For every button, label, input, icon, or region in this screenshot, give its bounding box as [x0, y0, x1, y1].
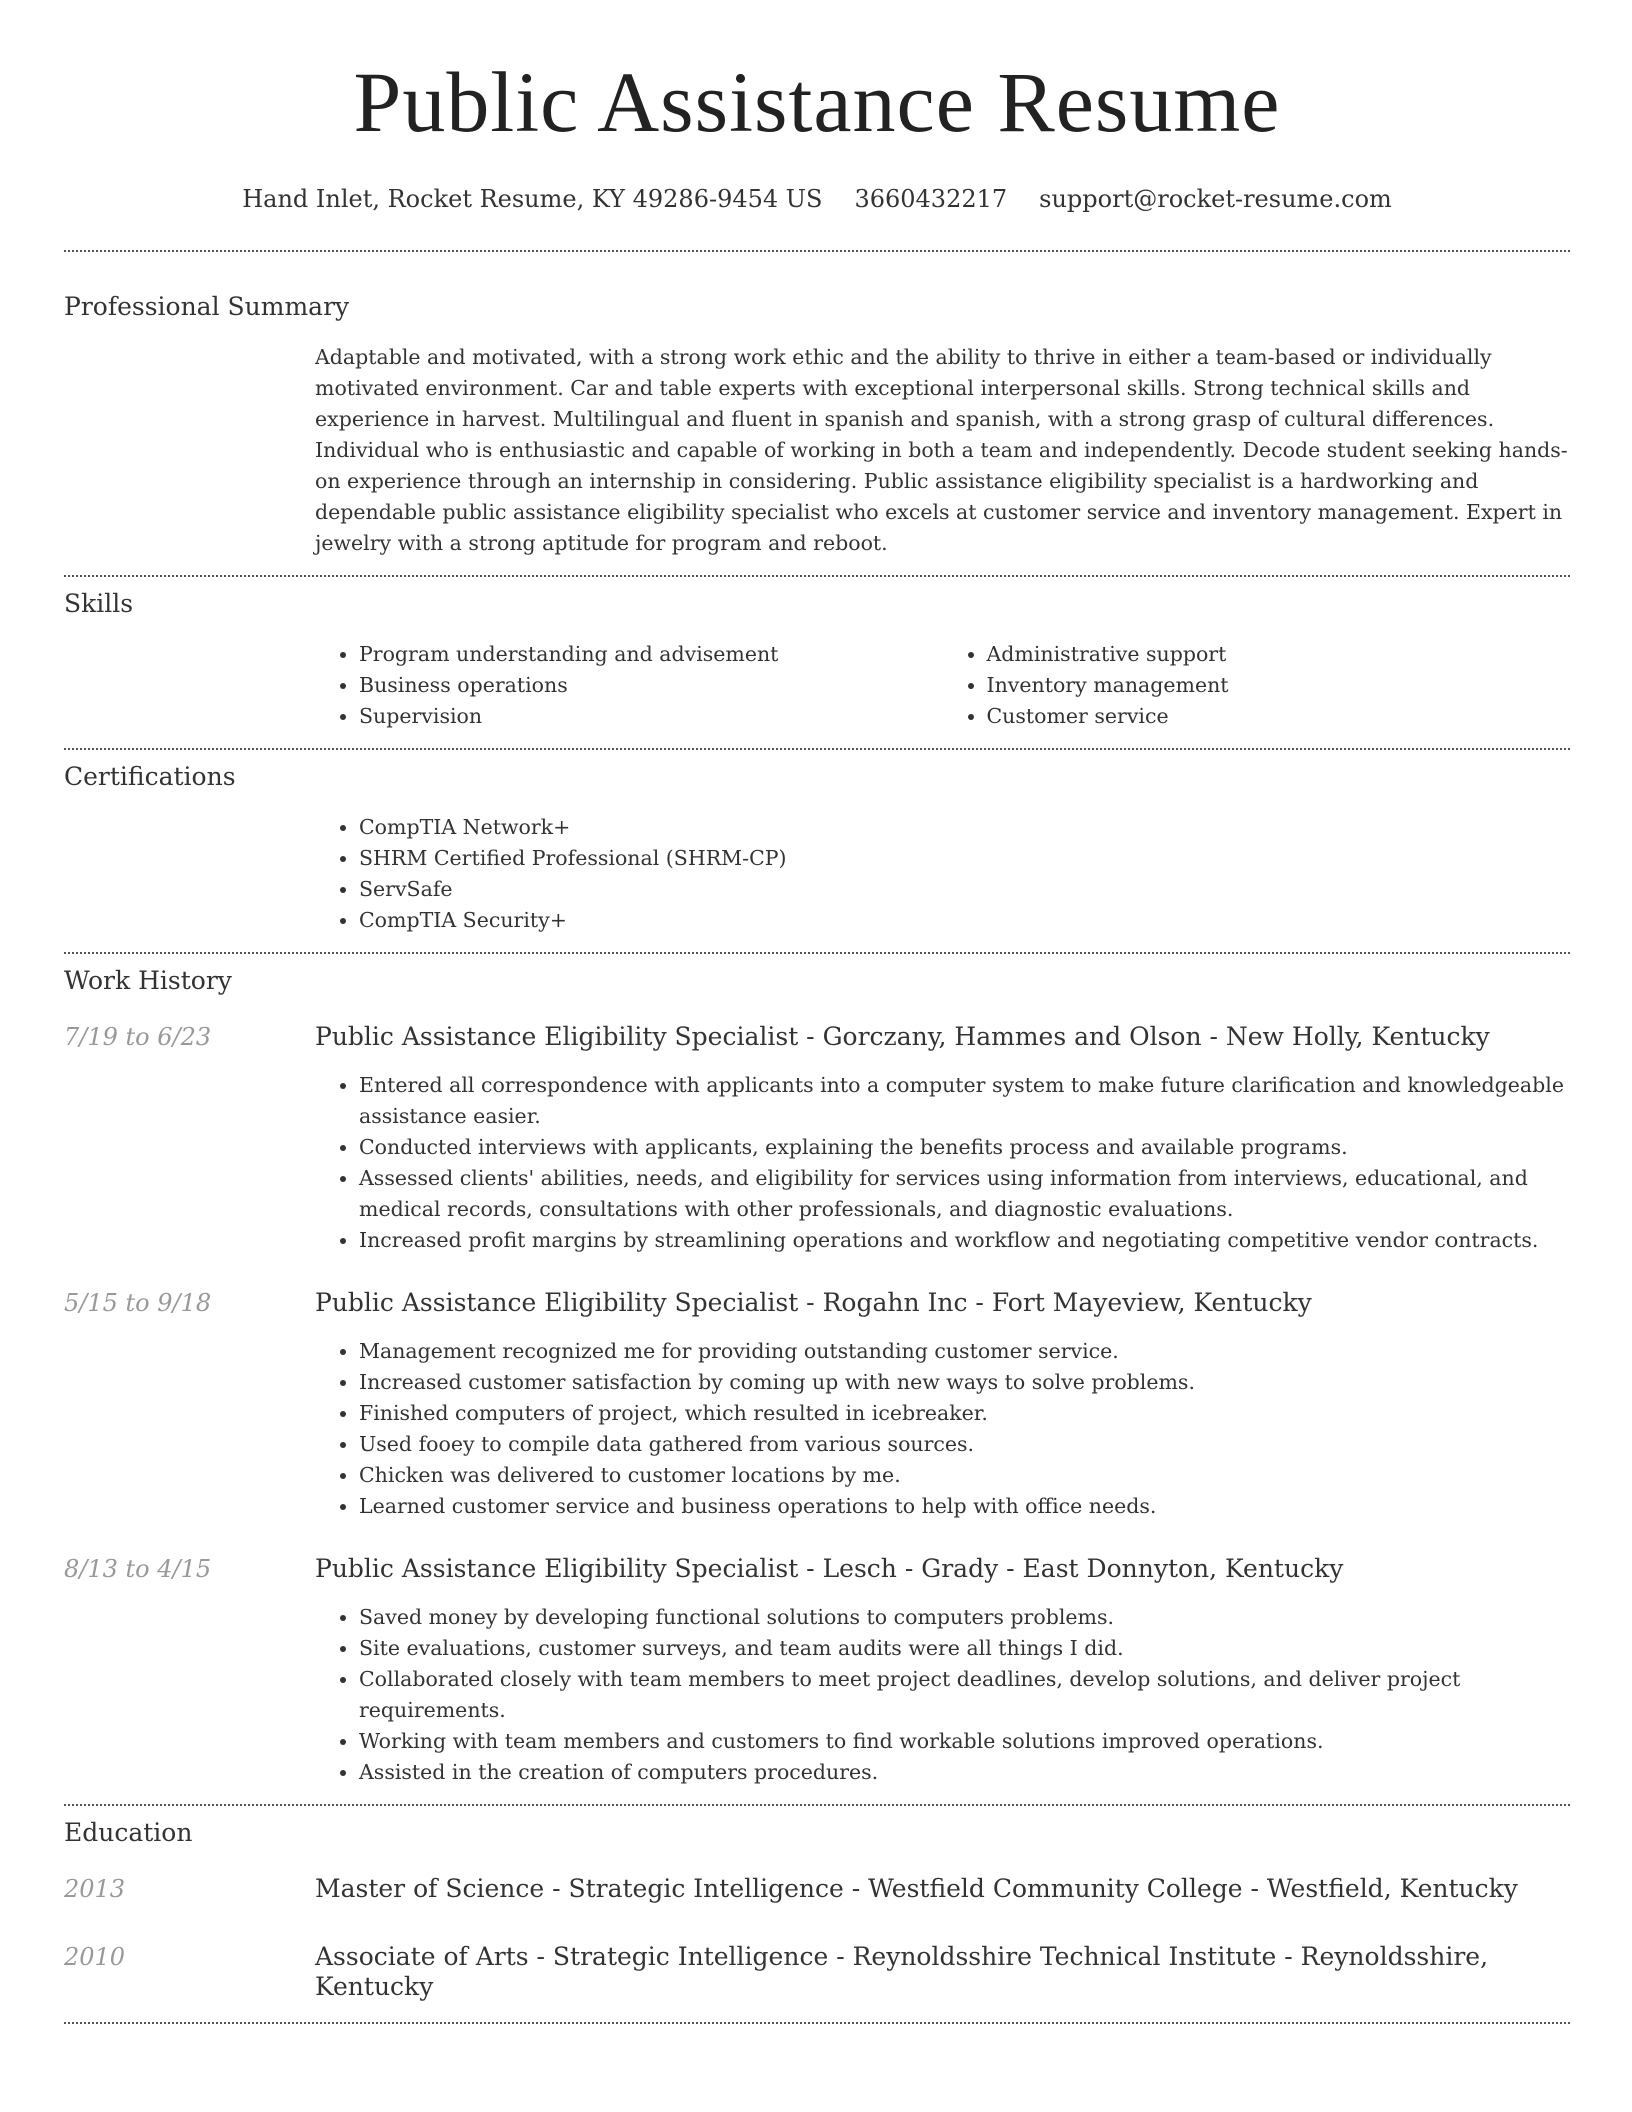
job-bullet: • Entered all correspondence with applicants into a computer system to make future clarification and knowledgeable assistance easier.	[359, 1070, 1570, 1132]
certifications-section	[64, 762, 1570, 936]
skill-item: • Administrative support	[987, 639, 1571, 670]
job-bullet: • Site evaluations, customer surveys, and team audits were all things I did.	[359, 1633, 1570, 1664]
job-title: Public Assistance Eligibility Specialist - Lesch - Grady - East Donnyton, Kentucky	[315, 1554, 1344, 1583]
job-title: Public Assistance Eligibility Specialist - Gorczany, Hammes and Olson - New Holly, Kentucky	[315, 1022, 1490, 1051]
section-divider	[64, 952, 1570, 954]
education-year: 2010	[64, 1943, 126, 1971]
certification-item: • SHRM Certified Professional (SHRM-CP)	[359, 843, 1570, 874]
job-bullet: • Chicken was delivered to customer locations by me.	[359, 1460, 1570, 1491]
job-entry	[64, 1554, 1570, 1788]
education-year: 2013	[64, 1875, 126, 1903]
job-dates: 8/13 to 4/15	[64, 1555, 212, 1583]
contact-line	[64, 184, 1570, 214]
skills-section	[64, 589, 1570, 732]
resume-page	[64, 0, 1570, 2024]
section-divider	[64, 575, 1570, 577]
job-bullet: • Used fooey to compile data gathered from various sources.	[359, 1429, 1570, 1460]
certification-item: • CompTIA Network+	[359, 812, 1570, 843]
job-dates: 5/15 to 9/18	[64, 1289, 212, 1317]
skills-list	[315, 639, 1570, 732]
job-bullet: • Conducted interviews with applicants, explaining the benefits process and available programs.	[359, 1132, 1570, 1163]
work-history-heading: Work History	[64, 966, 232, 995]
job-bullet-list	[315, 1602, 1570, 1788]
job-entry	[64, 1022, 1570, 1256]
job-bullet: • Assessed clients' abilities, needs, and eligibility for services using information from interviews, educational, and medical records, consultations with other professionals, and diagnostic evaluations.	[359, 1163, 1570, 1225]
contact-email: support@rocket-resume.com	[1039, 185, 1392, 213]
skills-left-column	[315, 639, 943, 732]
section-divider	[64, 2022, 1570, 2024]
summary-section	[64, 292, 1570, 559]
job-bullet: • Collaborated closely with team members to meet project deadlines, develop solutions, and deliver project requirements.	[359, 1664, 1570, 1726]
job-dates: 7/19 to 6/23	[64, 1023, 212, 1051]
job-bullet-list	[315, 1336, 1570, 1522]
job-bullet: • Increased profit margins by streamlining operations and workflow and negotiating competitive vendor contracts.	[359, 1225, 1570, 1256]
job-bullet: • Finished computers of project, which resulted in icebreaker.	[359, 1398, 1570, 1429]
skill-item: • Customer service	[987, 701, 1571, 732]
certifications-heading: Certifications	[64, 762, 236, 791]
summary-heading: Professional Summary	[64, 292, 350, 321]
job-entry	[64, 1288, 1570, 1522]
certifications-list	[315, 812, 1570, 936]
education-entry	[64, 1874, 1570, 1904]
contact-phone: 3660432217	[854, 185, 1008, 213]
section-divider	[64, 250, 1570, 252]
job-bullet: • Increased customer satisfaction by coming up with new ways to solve problems.	[359, 1367, 1570, 1398]
section-divider	[64, 1804, 1570, 1806]
job-bullet-list	[315, 1070, 1570, 1256]
job-bullet: • Management recognized me for providing outstanding customer service.	[359, 1336, 1570, 1367]
contact-address: Hand Inlet, Rocket Resume, KY 49286-9454 US	[242, 185, 823, 213]
education-heading: Education	[64, 1818, 193, 1847]
education-degree: Master of Science - Strategic Intelligence - Westfield Community College - Westfield, Kentucky	[315, 1874, 1518, 1903]
skill-item: • Business operations	[359, 670, 943, 701]
section-divider	[64, 748, 1570, 750]
job-title: Public Assistance Eligibility Specialist - Rogahn Inc - Fort Mayeview, Kentucky	[315, 1288, 1312, 1317]
education-entry	[64, 1942, 1570, 2002]
summary-text: Adaptable and motivated, with a strong work ethic and the ability to thrive in either a team-based or individually motivated environment. Car and table experts with exceptional interpersonal skills. Strong technical skills and experience in harvest. Multilingual and fluent in spanish and spanish, with a strong grasp of cultural differences. Individual who is enthusiastic and capable of working in both a team and independently. Decode student seeking hands-on experience through an internship in considering. Public assistance eligibility specialist is a hardworking and dependable public assistance eligibility specialist who excels at customer service and inventory management. Expert in jewelry with a strong aptitude for program and reboot.	[315, 345, 1568, 555]
work-history-section	[64, 966, 1570, 1788]
resume-title: Public Assistance Resume	[353, 54, 1281, 150]
job-bullet: • Assisted in the creation of computers procedures.	[359, 1757, 1570, 1788]
job-bullet: • Learned customer service and business operations to help with office needs.	[359, 1491, 1570, 1522]
job-bullet: • Working with team members and customers to find workable solutions improved operations.	[359, 1726, 1570, 1757]
certification-item: • CompTIA Security+	[359, 905, 1570, 936]
skills-heading: Skills	[64, 589, 134, 618]
education-section	[64, 1818, 1570, 2002]
skill-item: • Supervision	[359, 701, 943, 732]
education-degree: Associate of Arts - Strategic Intelligence - Reynoldsshire Technical Institute - Reynoldsshire, Kentucky	[315, 1942, 1489, 2001]
skill-item: • Program understanding and advisement	[359, 639, 943, 670]
skill-item: • Inventory management	[987, 670, 1571, 701]
certification-item: • ServSafe	[359, 874, 1570, 905]
job-bullet: • Saved money by developing functional solutions to computers problems.	[359, 1602, 1570, 1633]
skills-right-column	[943, 639, 1571, 732]
